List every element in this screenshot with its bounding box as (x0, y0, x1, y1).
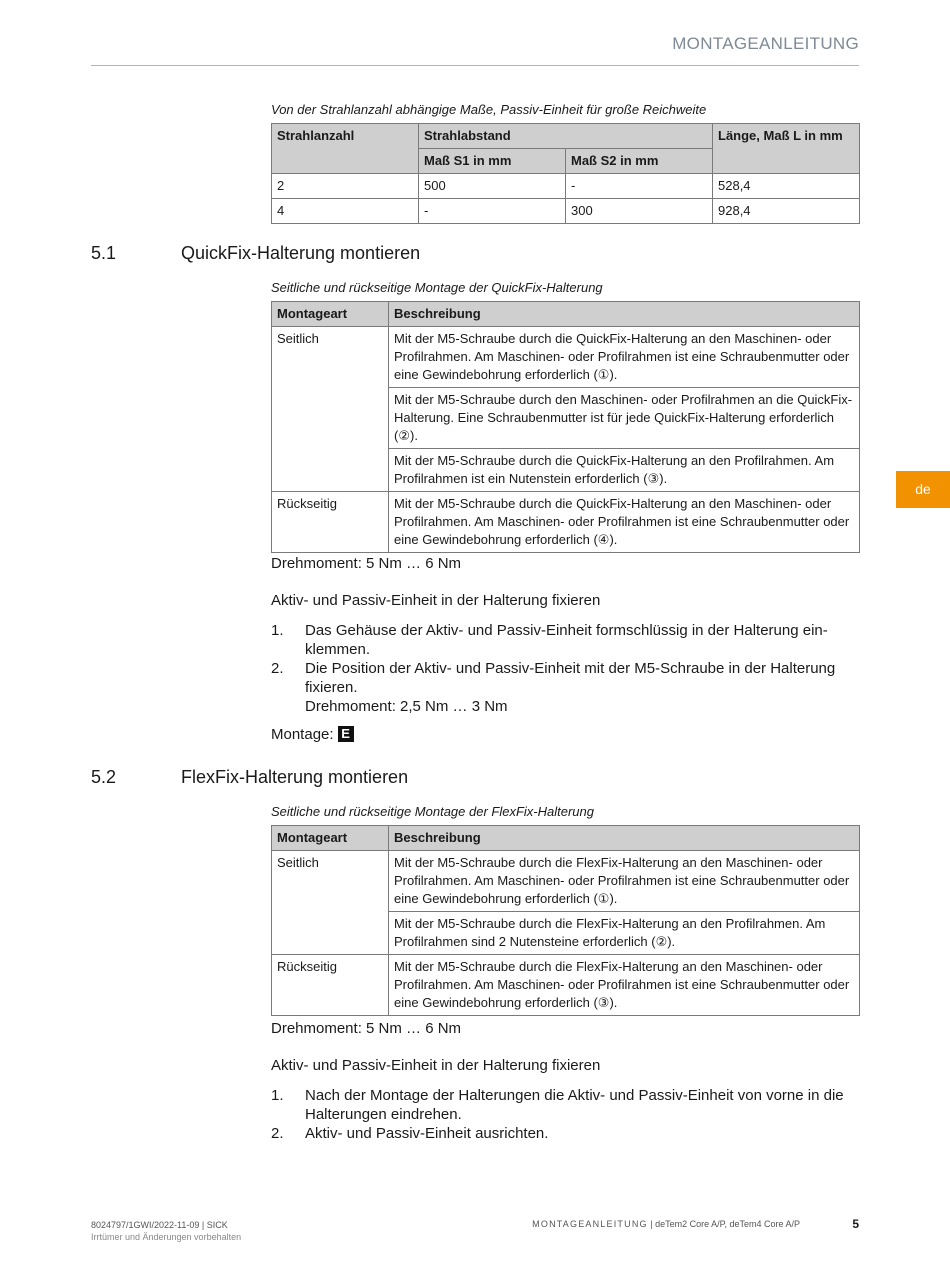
torque-text: Drehmoment: 5 Nm … 6 Nm (271, 1020, 462, 1037)
page-number: 5 (852, 1217, 859, 1231)
header-length: Länge, Maß L in mm (713, 124, 860, 174)
header-mounting-type: Montageart (272, 826, 389, 851)
step-list (271, 621, 851, 716)
table-cell-description: Mit der M5-Schraube durch die FlexFix-Halterung an den Maschinen- oder Profilrahmen. Am Maschinen- oder Profilrahmen ist eine Schraubenmutter oder eine Gewindebohrung erforderlich (③). (389, 955, 860, 1016)
step-torque: Drehmoment: 2,5 Nm … 3 Nm (305, 698, 508, 715)
step-text: Nach der Montage der Halterungen die Aktiv- und Passiv-Einheit von vorne in die Halterungen eindrehen. (305, 1087, 844, 1123)
section-heading-5-2 (91, 767, 408, 788)
header-description: Beschreibung (389, 826, 860, 851)
table2-caption: Seitliche und rückseitige Montage der QuickFix-Halterung (271, 280, 603, 295)
montage-reference (271, 726, 354, 743)
table-cell-type: Seitlich (272, 327, 389, 492)
table-flexfix-mounting (271, 825, 860, 1016)
list-item (271, 621, 851, 659)
table-cell: 2 (272, 174, 419, 199)
torque-text: Drehmoment: 5 Nm … 6 Nm (271, 555, 462, 572)
table-cell-type: Seitlich (272, 851, 389, 955)
step-list (271, 1086, 851, 1143)
subheading: Aktiv- und Passiv-Einheit in der Halterung fixieren (271, 592, 601, 609)
section-number: 5.2 (91, 767, 117, 787)
table-cell-type: Rückseitig (272, 955, 389, 1016)
figure-badge: E (338, 726, 354, 742)
table-cell-description: Mit der M5-Schraube durch den Maschinen- oder Profilrahmen an die QuickFix-Halterung. Eine Schraubenmutter ist für jede QuickFix-Halterung erforderlich (②). (389, 388, 860, 449)
step-number: 2. (271, 660, 284, 677)
table-cell: 4 (272, 199, 419, 224)
table-cell: 300 (566, 199, 713, 224)
table-row (272, 851, 860, 912)
table-cell: 928,4 (713, 199, 860, 224)
table-row (272, 174, 860, 199)
document-type: MONTAGEANLEITUNG (532, 1219, 648, 1229)
disclaimer: Irrtümer und Änderungen vorbehalten (91, 1232, 242, 1242)
table-row (272, 492, 860, 553)
list-item (271, 1124, 851, 1143)
step-number: 1. (271, 1087, 284, 1104)
section-title: FlexFix-Halterung montieren (181, 767, 409, 787)
table-cell-description: Mit der M5-Schraube durch die FlexFix-Halterung an den Profilrahmen. Am Profilrahmen sind 2 Nutensteine erforderlich (②). (389, 912, 860, 955)
list-item (271, 1086, 851, 1124)
header-s1: Maß S1 in mm (419, 149, 566, 174)
table-cell: 528,4 (713, 174, 860, 199)
table-cell-description: Mit der M5-Schraube durch die QuickFix-Halterung an den Maschinen- oder Profilrahmen. Am Maschinen- oder Profilrahmen ist eine Schraubenmutter oder eine Gewindebohrung erforderlich (①). (389, 327, 860, 388)
footer-document-info (532, 1219, 800, 1229)
header-s2: Maß S2 in mm (566, 149, 713, 174)
document-id: 8024797/1GWI/2022-11-09 | SICK (91, 1220, 228, 1230)
header-mounting-type: Montageart (272, 302, 389, 327)
table-cell-description: Mit der M5-Schraube durch die QuickFix-Halterung an den Maschinen- oder Profilrahmen. Am Maschinen- oder Profilrahmen ist eine Schraubenmutter oder eine Gewindebohrung erforderlich (④). (389, 492, 860, 553)
step-number: 1. (271, 622, 284, 639)
table-cell: - (419, 199, 566, 224)
table-quickfix-mounting (271, 301, 860, 553)
step-text: Das Gehäuse der Aktiv- und Passiv-Einheit formschlüssig in der Halterung ein-klemmen. (305, 622, 828, 658)
table1-caption: Von der Strahlanzahl abhängige Maße, Passiv-Einheit für große Reichweite (271, 102, 707, 117)
table-row (272, 327, 860, 388)
header-beam-count: Strahlanzahl (272, 124, 419, 174)
footer-left (91, 1219, 241, 1243)
step-text: Die Position der Aktiv- und Passiv-Einheit mit der M5-Schraube in der Halterung fixieren. (305, 660, 836, 696)
table-beam-dimensions (271, 123, 860, 224)
product-name: | deTem2 Core A/P, deTem4 Core A/P (650, 1219, 800, 1229)
step-number: 2. (271, 1125, 284, 1142)
header-title: MONTAGEANLEITUNG (672, 34, 859, 53)
table-cell: 500 (419, 174, 566, 199)
language-tab[interactable]: de (896, 471, 950, 508)
table-row (272, 199, 860, 224)
header-description: Beschreibung (389, 302, 860, 327)
section-number: 5.1 (91, 243, 117, 263)
table-cell: - (566, 174, 713, 199)
header-divider (91, 65, 859, 66)
subheading: Aktiv- und Passiv-Einheit in der Halterung fixieren (271, 1057, 601, 1074)
section-heading-5-1 (91, 243, 420, 264)
table-cell-description: Mit der M5-Schraube durch die QuickFix-Halterung an den Profilrahmen. Am Profilrahmen ist ein Nutenstein erforderlich (③). (389, 449, 860, 492)
table3-caption: Seitliche und rückseitige Montage der FlexFix-Halterung (271, 804, 594, 819)
table-row (272, 955, 860, 1016)
montage-label: Montage: (271, 726, 334, 743)
header-beam-spacing: Strahlabstand (419, 124, 713, 149)
section-title: QuickFix-Halterung montieren (181, 243, 421, 263)
step-text: Aktiv- und Passiv-Einheit ausrichten. (305, 1125, 549, 1142)
table-cell-description: Mit der M5-Schraube durch die FlexFix-Halterung an den Maschinen- oder Profilrahmen. Am Maschinen- oder Profilrahmen ist eine Schraubenmutter oder eine Gewindebohrung erforderlich (①). (389, 851, 860, 912)
list-item (271, 659, 851, 716)
table-cell-type: Rückseitig (272, 492, 389, 553)
